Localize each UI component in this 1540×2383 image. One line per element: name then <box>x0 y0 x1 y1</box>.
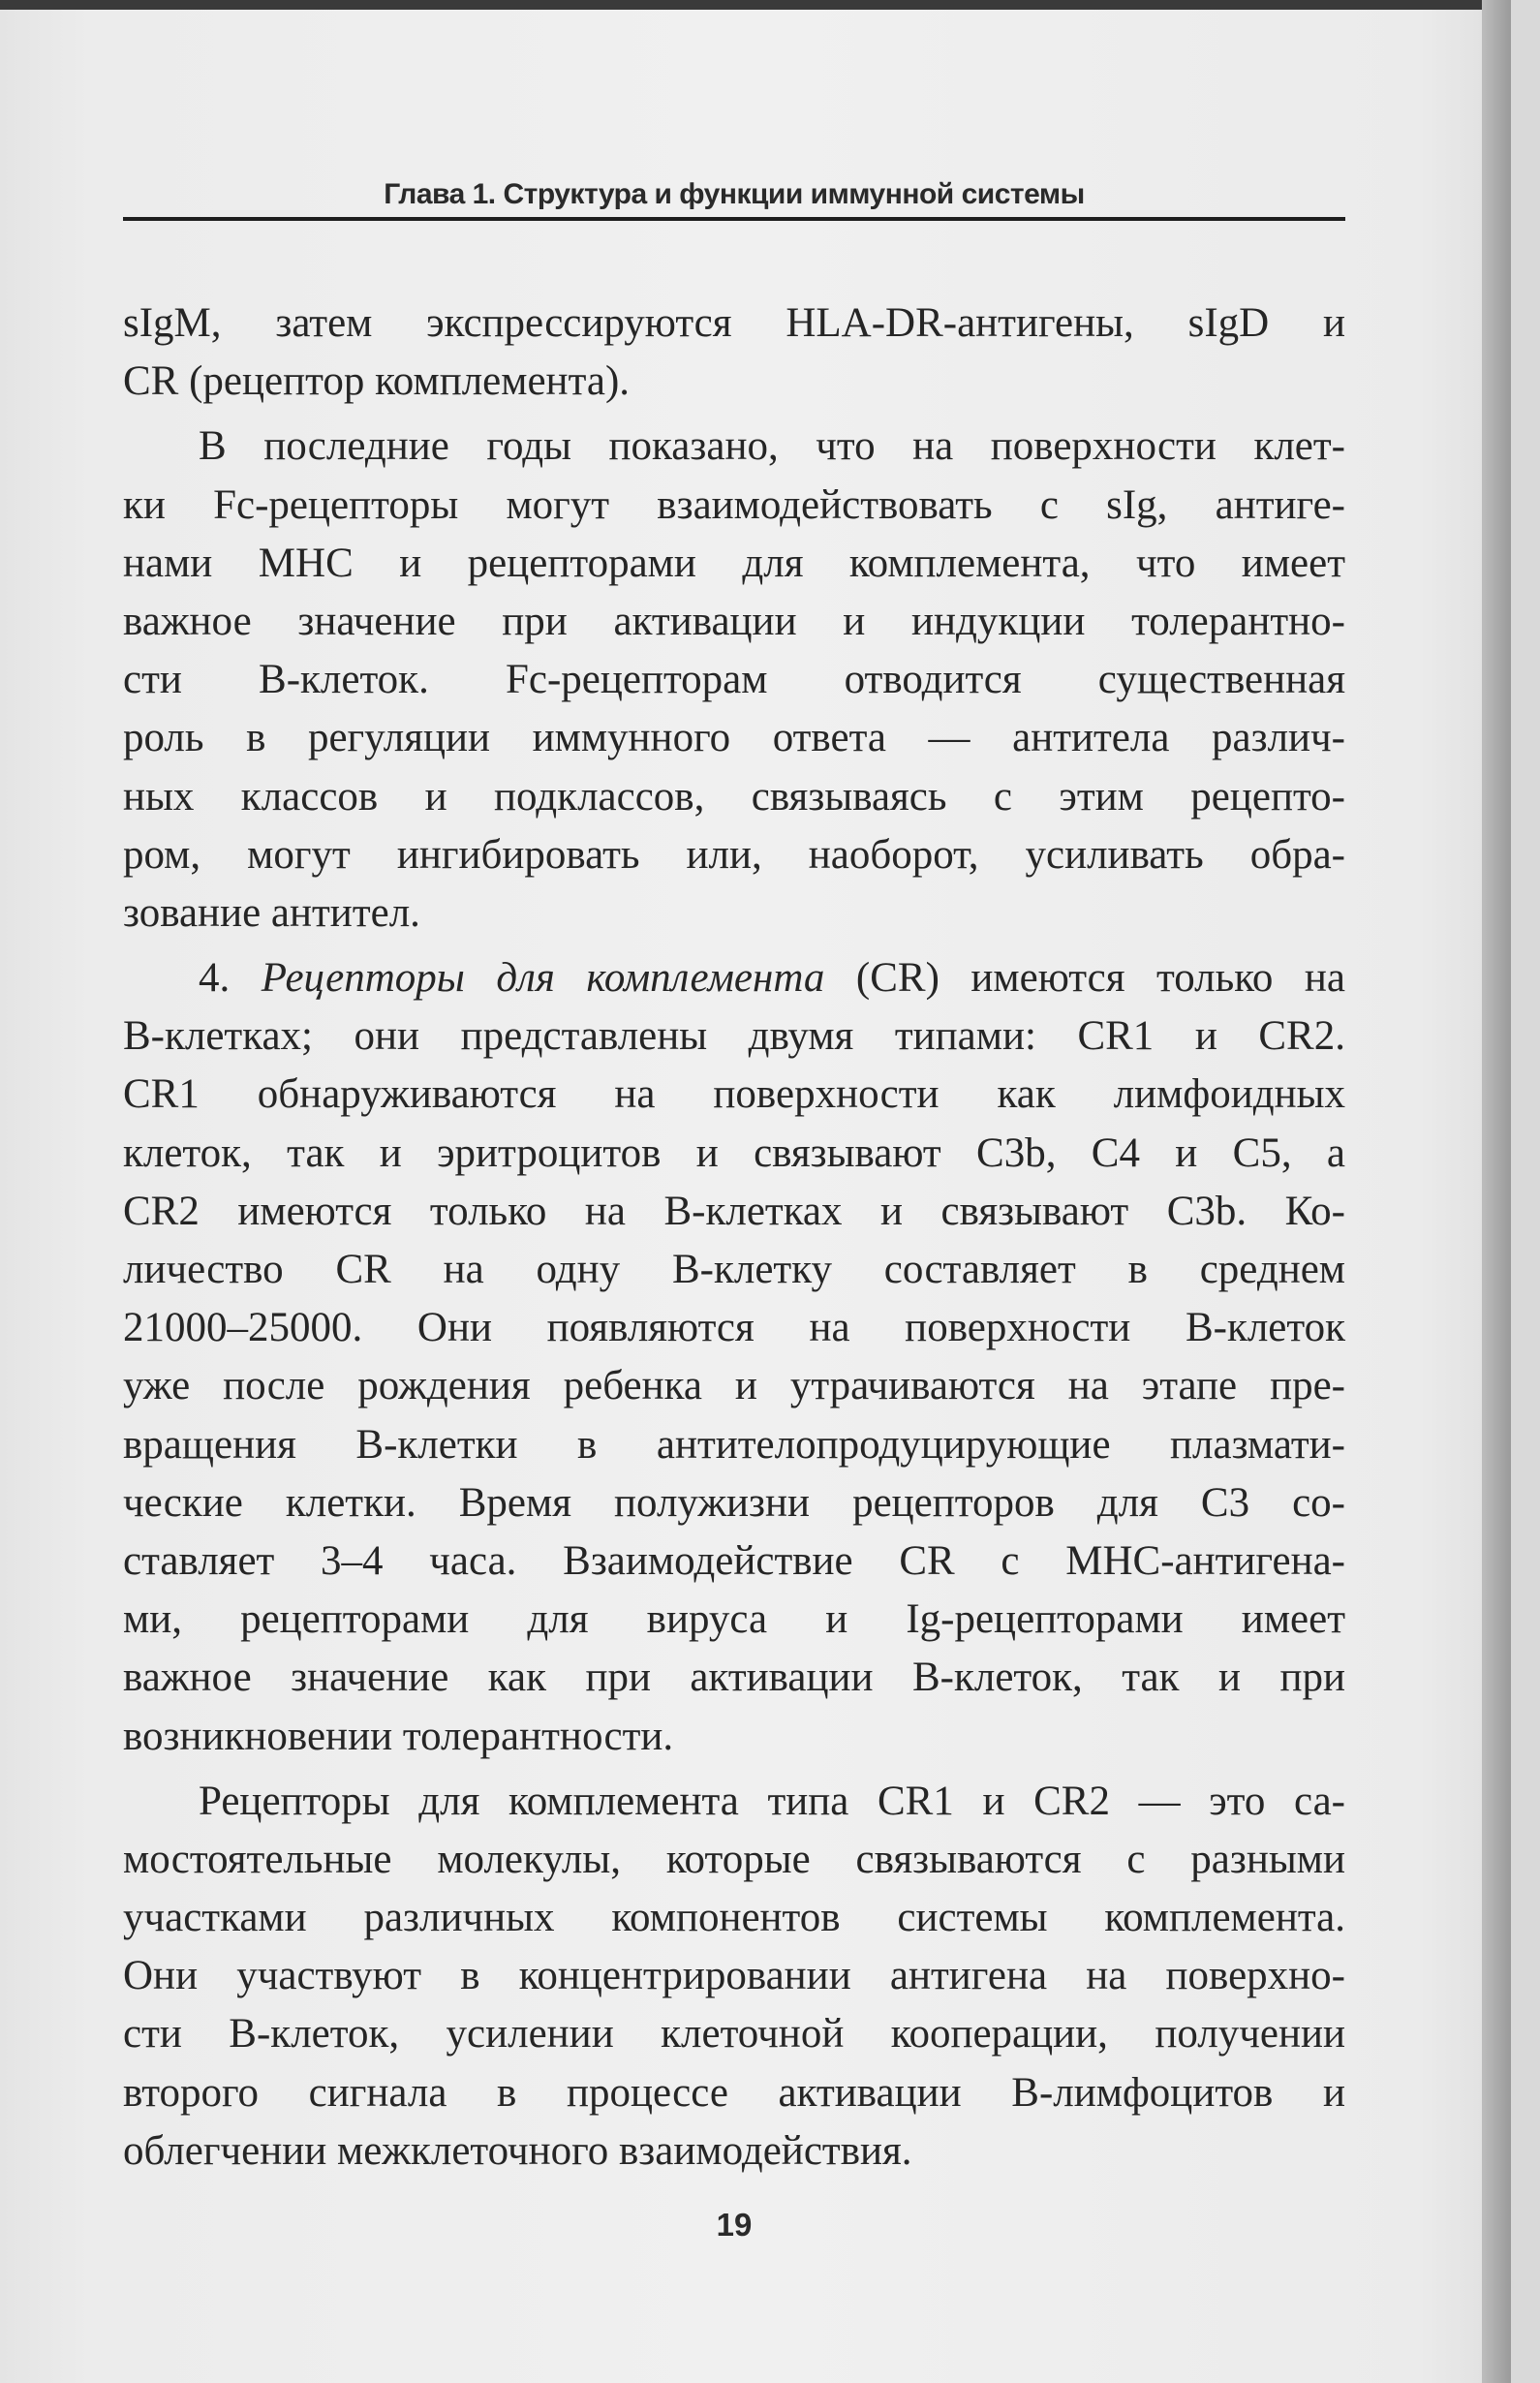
text-line: уже после рождения ребенка и утрачиваются на этапе пре- <box>123 1363 1345 1409</box>
text-line: 21000–25000. Они появляются на поверхности В-клеток <box>123 1305 1345 1351</box>
text-line: клеток, так и эритроцитов и связывают C3b, C4 и C5, а <box>123 1130 1345 1176</box>
header-rule <box>123 217 1345 221</box>
text-line: Они участвуют в концентрировании антигена на поверхно- <box>123 1953 1345 1999</box>
text-line: CR2 имеются только на В-клетках и связывают C3b. Ко- <box>123 1188 1345 1234</box>
text-line: облегчении межклеточного взаимодействия. <box>123 2127 912 2174</box>
running-head: Глава 1. Структура и функции иммунной системы <box>384 178 1085 210</box>
text-line: ром, могут ингибировать или, наоборот, усиливать обра- <box>123 831 1345 878</box>
page-number: 19 <box>716 2207 753 2243</box>
text-line: В последние годы показано, что на поверхности клет- <box>199 423 1345 470</box>
paragraph-gap <box>123 411 1345 418</box>
text-line: сти В-клеток, усилении клеточной кооперации, получении <box>123 2011 1345 2058</box>
list-number: 4. <box>199 955 262 1002</box>
text-line <box>123 949 1345 1007</box>
line-text: (CR) имеются только на <box>824 955 1345 1002</box>
body-text <box>123 294 1345 2181</box>
text-line: ми, рецепторами для вируса и Ig-рецепторами имеет <box>123 1596 1345 1643</box>
text-line: второго сигнала в процессе активации В-лимфоцитов и <box>123 2069 1345 2116</box>
text-line: мостоятельные молекулы, которые связываются с разными <box>123 1836 1345 1882</box>
text-line: личество CR на одну В-клетку составляет в среднем <box>123 1247 1345 1292</box>
text-line: роль в регуляции иммунного ответа — антитела различ- <box>123 715 1345 761</box>
italic-term: Рецепторы для комплемента <box>261 955 825 1002</box>
text-line: CR (рецептор комплемента). <box>123 358 631 405</box>
text-line: В-клетках; они представлены двумя типами: CR1 и CR2. <box>123 1013 1345 1060</box>
text-line: ставляет 3–4 часа. Взаимодействие CR с MHC-антигена- <box>123 1537 1345 1584</box>
paragraph-gap <box>123 943 1345 949</box>
text-line: Рецепторы для комплемента типа CR1 и CR2 — это са- <box>199 1778 1345 1824</box>
text-line: участками различных компонентов системы комплемента. <box>123 1895 1345 1941</box>
text-line: важное значение при активации и индукции толерантно- <box>123 598 1345 644</box>
paragraph-gap <box>123 1766 1345 1773</box>
text-line: ных классов и подклассов, связываясь с этим рецепто- <box>123 773 1345 820</box>
text-line: CR1 обнаруживаются на поверхности как лимфоидных <box>123 1071 1345 1118</box>
text-line: нами MHC и рецепторами для комплемента, что имеет <box>123 540 1345 586</box>
text-line: вращения В-клетки в антителопродуцирующие плазмати- <box>123 1421 1345 1468</box>
page-right-edge <box>1482 0 1511 2383</box>
text-line: ки Fc-рецепторы могут взаимодействовать с sIg, антиге- <box>123 481 1345 528</box>
text-line: зование антител. <box>123 889 420 936</box>
text-line: сти В-клеток. Fc-рецепторам отводится существенная <box>123 657 1345 703</box>
text-line: ческие клетки. Время полужизни рецепторов для C3 со- <box>123 1479 1345 1526</box>
text-line: возникновении толерантности. <box>123 1713 674 1759</box>
text-line: sIgM, затем экспрессируются HLA-DR-антигены, sIgD и <box>123 300 1345 346</box>
text-line: важное значение как при активации В-клеток, так и при <box>123 1655 1345 1701</box>
page-top-edge <box>0 0 1511 10</box>
